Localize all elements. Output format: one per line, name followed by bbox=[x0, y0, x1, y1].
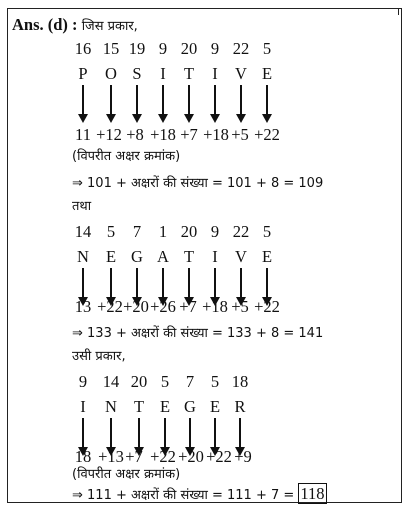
integer-sum-term: +22 bbox=[150, 447, 176, 466]
negative-number: 5 bbox=[262, 222, 272, 241]
down-arrow-icon bbox=[214, 85, 216, 115]
positive-result-text: ⇒ 101 + अक्षरों की संख्या = 101 + 8 = 109 bbox=[72, 176, 324, 191]
positive-sum-term: +12 bbox=[96, 125, 122, 144]
down-arrow-icon bbox=[162, 85, 164, 115]
negative-sum-term: 13 bbox=[74, 297, 92, 316]
negative-numbers-row bbox=[8, 222, 401, 242]
negative-letter: V bbox=[235, 247, 247, 266]
integer-letter: G bbox=[184, 397, 196, 416]
negative-number: 22 bbox=[232, 222, 250, 241]
down-arrow-icon bbox=[162, 268, 164, 298]
corner-mark bbox=[398, 9, 399, 15]
integer-result bbox=[72, 484, 327, 506]
solution-box bbox=[7, 8, 402, 503]
positive-sum-row bbox=[8, 125, 401, 145]
integer-number: 5 bbox=[160, 372, 170, 391]
negative-letter: A bbox=[157, 247, 169, 266]
negative-sum-term: +18 bbox=[202, 297, 228, 316]
down-arrow-icon bbox=[266, 268, 268, 298]
integer-letters-row bbox=[8, 397, 401, 417]
positive-result bbox=[72, 172, 323, 194]
positive-number: 9 bbox=[158, 39, 168, 58]
intro-text: जिस प्रकार, bbox=[81, 19, 138, 34]
connector-text: तथा bbox=[72, 199, 92, 214]
negative-letter: E bbox=[261, 247, 273, 266]
positive-letter: O bbox=[105, 64, 117, 83]
positive-letter: I bbox=[160, 64, 166, 83]
positive-letter: P bbox=[78, 64, 88, 83]
negative-letter: I bbox=[212, 247, 218, 266]
positive-number: 22 bbox=[232, 39, 250, 58]
integer-letter: E bbox=[159, 397, 171, 416]
positive-note: (विपरीत अक्षर क्रमांक) bbox=[72, 149, 181, 164]
down-arrow-icon bbox=[82, 418, 84, 448]
integer-number: 18 bbox=[231, 372, 249, 391]
positive-arrows bbox=[8, 85, 401, 123]
down-arrow-icon bbox=[110, 268, 112, 298]
integer-sum-term: +9 bbox=[234, 447, 252, 466]
negative-letter: N bbox=[77, 247, 89, 266]
negative-number: 5 bbox=[106, 222, 116, 241]
positive-letter: E bbox=[261, 64, 273, 83]
integer-sum-term: +20 bbox=[178, 447, 204, 466]
integer-letter: I bbox=[80, 397, 86, 416]
negative-letters-row bbox=[8, 247, 401, 267]
integer-number: 5 bbox=[210, 372, 220, 391]
negative-number: 14 bbox=[74, 222, 92, 241]
positive-numbers-row bbox=[8, 39, 401, 59]
connector2-text: उसी प्रकार, bbox=[72, 349, 126, 364]
integer-number: 9 bbox=[78, 372, 88, 391]
integer-letter: E bbox=[209, 397, 221, 416]
positive-number: 5 bbox=[262, 39, 272, 58]
integer-letter: T bbox=[133, 397, 145, 416]
negative-sum-term: +22 bbox=[254, 297, 280, 316]
down-arrow-icon bbox=[110, 85, 112, 115]
positive-letters-row bbox=[8, 64, 401, 84]
down-arrow-icon bbox=[188, 268, 190, 298]
positive-sum-term: +22 bbox=[254, 125, 280, 144]
positive-letter: I bbox=[212, 64, 218, 83]
positive-number: 9 bbox=[210, 39, 220, 58]
positive-sum-term: +18 bbox=[150, 125, 176, 144]
integer-sum-term: +22 bbox=[206, 447, 232, 466]
integer-sum-term: 18 bbox=[74, 447, 92, 466]
positive-number: 15 bbox=[102, 39, 120, 58]
positive-letter: S bbox=[132, 64, 142, 83]
integer-sum-row bbox=[8, 447, 401, 467]
integer-letter: R bbox=[234, 397, 246, 416]
negative-sum-term: +26 bbox=[150, 297, 176, 316]
down-arrow-icon bbox=[214, 418, 216, 448]
integer-sum-term: +13 bbox=[98, 447, 124, 466]
down-arrow-icon bbox=[266, 85, 268, 115]
negative-number: 1 bbox=[158, 222, 168, 241]
down-arrow-icon bbox=[138, 418, 140, 448]
final-answer-box: 118 bbox=[300, 484, 325, 503]
integer-result-text: ⇒ 111 + अक्षरों की संख्या = 111 + 7 = bbox=[72, 488, 295, 503]
negative-number: 20 bbox=[180, 222, 198, 241]
negative-letter: G bbox=[131, 247, 143, 266]
integer-note: (विपरीत अक्षर क्रमांक) bbox=[72, 467, 181, 482]
integer-number: 20 bbox=[130, 372, 148, 391]
positive-number: 16 bbox=[74, 39, 92, 58]
positive-number: 20 bbox=[180, 39, 198, 58]
answer-label: Ans. (d) : bbox=[12, 15, 78, 34]
negative-sum-term: +7 bbox=[179, 297, 197, 316]
down-arrow-icon bbox=[136, 85, 138, 115]
negative-letter: E bbox=[105, 247, 117, 266]
down-arrow-icon bbox=[164, 418, 166, 448]
positive-sum-term: +18 bbox=[203, 125, 229, 144]
down-arrow-icon bbox=[82, 268, 84, 298]
negative-sum-term: +5 bbox=[231, 297, 249, 316]
positive-sum-term: 11 bbox=[75, 125, 91, 144]
positive-letter: V bbox=[235, 64, 247, 83]
negative-number: 9 bbox=[210, 222, 220, 241]
down-arrow-icon bbox=[214, 268, 216, 298]
negative-sum-row bbox=[8, 297, 401, 317]
negative-letter: T bbox=[183, 247, 195, 266]
integer-numbers-row bbox=[8, 372, 401, 392]
positive-sum-term: +5 bbox=[231, 125, 249, 144]
positive-number: 19 bbox=[128, 39, 146, 58]
negative-result bbox=[72, 322, 323, 344]
positive-sum-term: +8 bbox=[126, 125, 144, 144]
down-arrow-icon bbox=[136, 268, 138, 298]
answer-heading bbox=[12, 15, 138, 37]
down-arrow-icon bbox=[189, 418, 191, 448]
positive-letter: T bbox=[183, 64, 195, 83]
integer-letter: N bbox=[105, 397, 117, 416]
down-arrow-icon bbox=[188, 85, 190, 115]
down-arrow-icon bbox=[110, 418, 112, 448]
down-arrow-icon bbox=[240, 268, 242, 298]
down-arrow-icon bbox=[82, 85, 84, 115]
negative-result-text: ⇒ 133 + अक्षरों की संख्या = 133 + 8 = 141 bbox=[72, 326, 324, 341]
down-arrow-icon bbox=[240, 85, 242, 115]
negative-number: 7 bbox=[132, 222, 142, 241]
down-arrow-icon bbox=[239, 418, 241, 448]
integer-number: 7 bbox=[185, 372, 195, 391]
integer-number: 14 bbox=[102, 372, 120, 391]
negative-sum-term: +20 bbox=[123, 297, 149, 316]
integer-sum-term: +7 bbox=[125, 447, 143, 466]
negative-sum-term: +22 bbox=[97, 297, 123, 316]
positive-sum-term: +7 bbox=[180, 125, 198, 144]
